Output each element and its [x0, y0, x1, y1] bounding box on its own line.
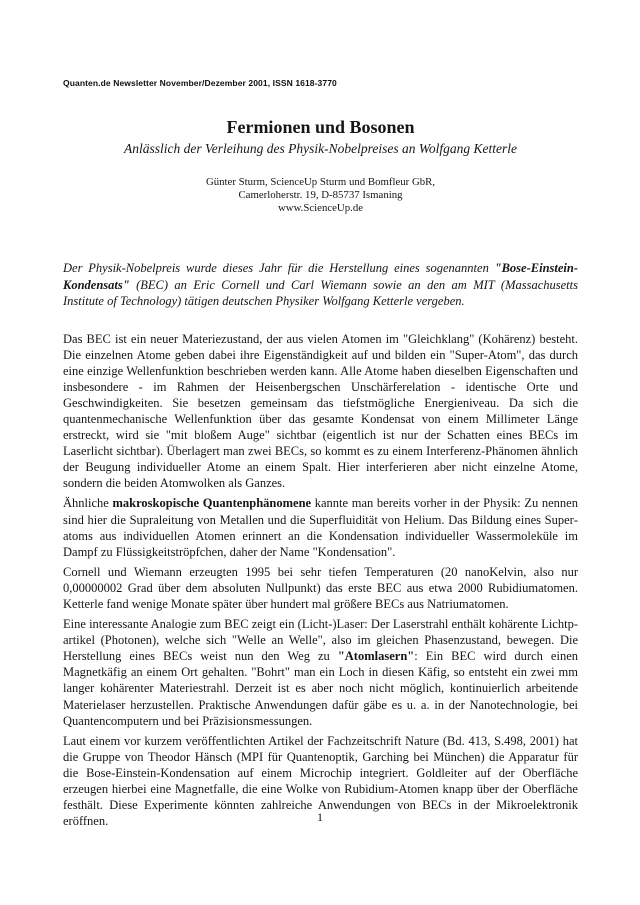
- author-line-website: www.ScienceUp.de: [277, 202, 364, 214]
- body-paragraph-2: Ähnliche makroskopische Quantenphänomene kannte man bereits vorher in der Physik: Zu nennen sind hier die Supraleitung von Metallen und die Superfluidität von Helium. Das Bildung eines Superatoms aus individuellen Atomen erinnert an die Kondensation individueller Wassermoleküle im Dampf zu Flüssigkeitströpfchen, daher der Name "Kondensation".: [63, 496, 578, 559]
- author-line-address: Camerloherstr. 19, D-85737 Ismaning: [238, 189, 403, 201]
- intro-paragraph: Der Physik-Nobelpreis wurde dieses Jahr für die Herstellung eines sogenannten "Bose-Einstein-Kondensats" (BEC) an Eric Cornell und Carl Wiemann sowie an den am MIT (Massachusetts Institute of Technology) tätigen deutschen Physiker Wolfgang Ketterle vergeben.: [63, 261, 578, 308]
- article-body: [63, 331, 578, 830]
- article-title: Fermionen und Bosonen: [226, 117, 415, 137]
- body-paragraph-4: Eine interessante Analogie zum BEC zeigt ein (Licht-)Laser: Der Laserstrahl enthält kohärente Lichtpartikel (Photonen), welche sich "Welle an Welle", also im gleichen Phasenzustand, bewegen. Die Herstellung eines BECs weist nun den Weg zu "Atomlasern": Ein BEC wird durch einen Magnetkäfig an einem Ort gehalten. "Bohrt" man ein Loch in diesen Käfig, so entsteht ein zwei mm langer kohärenter Materiestrahl. Derzeit ist es aber noch nicht möglich, kontinuierlich arbeitende Materielaser herzustellen. Praktische Anwendungen dafür gäbe es u. a. in der Nanotechnologie, bei Quantencomputern und bei Präzisionsmessungen.: [63, 617, 578, 728]
- article-subtitle: Anlässlich der Verleihung des Physik-Nobelpreises an Wolfgang Ketterle: [123, 141, 518, 156]
- running-header: Quanten.de Newsletter November/Dezember 2001, ISSN 1618-3770: [63, 78, 337, 88]
- page-number: 1: [317, 810, 323, 824]
- body-paragraph-3: Cornell und Wiemann erzeugten 1995 bei sehr tiefen Temperaturen (20 nanoKelvin, also nur 0,00000002 Grad über dem absoluten Nullpunkt) das erste BEC aus etwa 2000 Rubidiumatomen. Ketterle fand wenige Monate später über hundert mal größere BECs aus Natriumatomen.: [63, 564, 578, 611]
- body-paragraph-1: Das BEC ist ein neuer Materiezustand, der aus vielen Atomen im "Gleichklang" (Kohärenz) besteht. Die einzelnen Atome geben dabei ihre Eigenständigkeit auf und bilden ein "Super-Atom", das durch eine einzige Wellenfunktion beschrieben werden kann. Alle Atome haben dieselben Eigenschaften und insbesondere - im Rahmen der Heisenbergschen Unschärferelation - identische Orte und Geschwindigkeiten. Sie besetzen gemeinsam das tiefstmögliche Energieniveau. Da sich die quantenmechanische Wellenfunktion über das gesamte Kondensat von einem Millimeter Länge erstreckt, wird sie "mit bloßem Auge" sichtbar (eigentlich ist nur der Schatten eines BECs im Laserlicht sichtbar). Überlagert man zwei BECs, so kommt es zu einem Interferenz-Phänomen ähnlich der Beugung individueller Atome an einem Spalt. Hier interferieren aber nicht einzelne Atome, sondern die beiden Atomwolken als Ganzes.: [63, 331, 578, 491]
- body-paragraph-5: Laut einem vor kurzem veröffentlichten Artikel der Fachzeitschrift Nature (Bd. 413, S.498, 2001) hat die Gruppe von Theodor Hänsch (MPI für Quantenoptik, Garching bei München) die Apparatur für die Bose-Einstein-Kondensation auf einem Microchip integriert. Goldleiter auf der Oberfläche erzeugen hierbei eine Magnetfalle, die eine Wolke von Rubidium-Atomen knapp über der Oberfläche festhält. Diese Experimente könnten zahlreiche Anwendungen von BECs in der Mikroelektronik eröffnen.: [63, 733, 578, 829]
- author-line-name: Günter Sturm, ScienceUp Sturm und Bomfleur GbR,: [205, 176, 436, 188]
- author-block: [63, 176, 578, 215]
